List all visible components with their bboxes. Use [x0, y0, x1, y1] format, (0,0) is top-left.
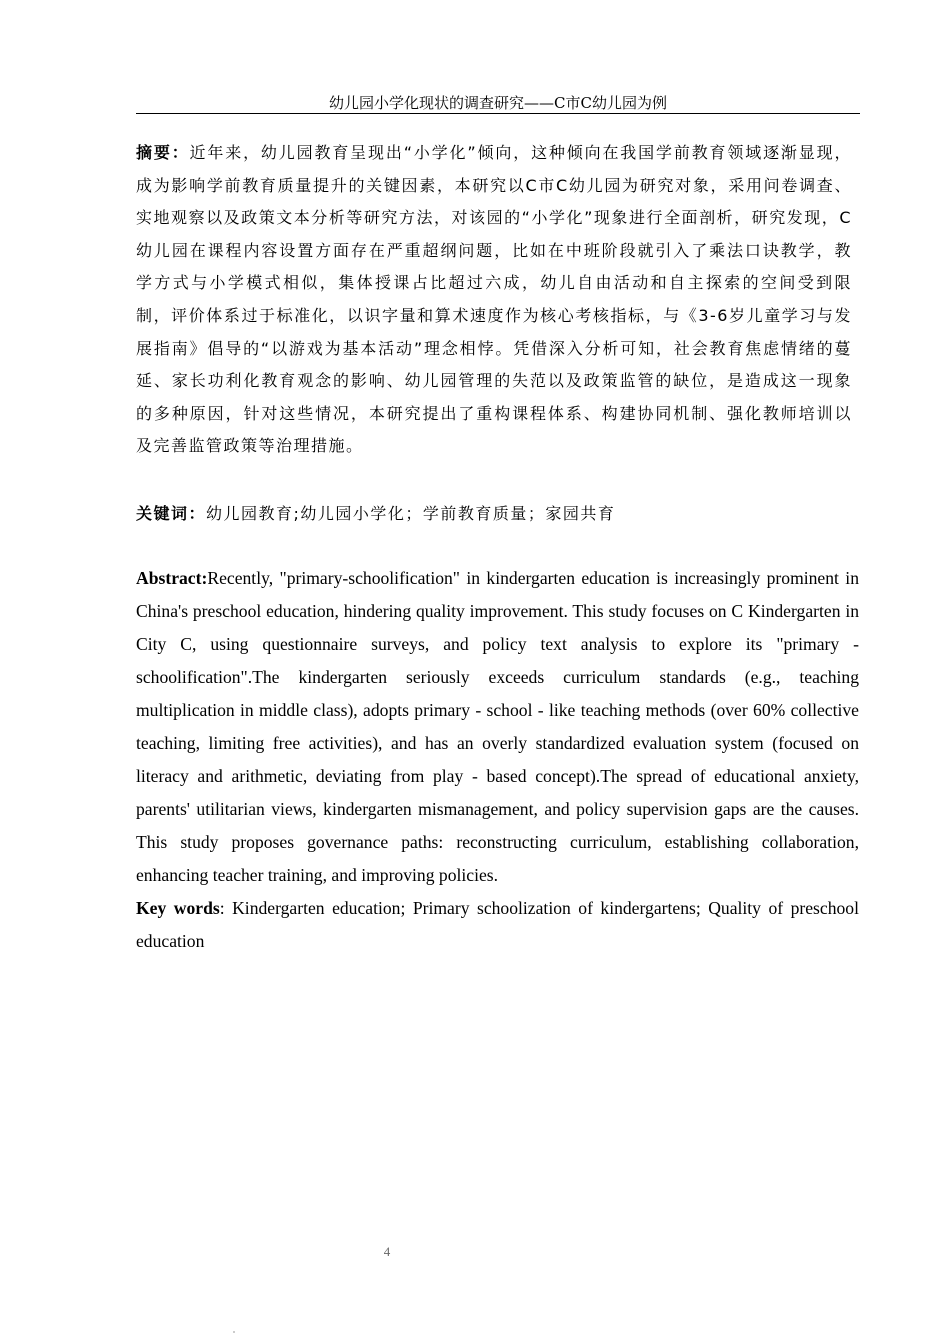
page-header	[136, 93, 860, 114]
page-number: 4	[383, 1244, 391, 1259]
english-abstract-label: Abstract:	[136, 568, 208, 588]
chinese-abstract	[136, 137, 852, 463]
english-keywords	[136, 892, 859, 958]
running-title: 幼儿园小学化现状的调查研究——C市C幼儿园为例	[329, 94, 667, 112]
english-keywords-label: Key words	[136, 898, 220, 918]
chinese-keywords	[136, 498, 852, 530]
english-abstract-text: Recently, "primary-schoolification" in kindergarten education is increasingly prominent in China's preschool education, hindering quality improvement. This study focuses on C Kindergarten in City C, using questionnaire surveys, and policy text analysis to explore its "primary - schoolification".The kindergarten seriously exceeds curriculum standards (e.g., teaching multiplication in middle class), adopts primary - school - like teaching methods (over 60% collective teaching, limiting free activities), and has an overly standardized evaluation system (focused on literacy and arithmetic, deviating from play - based concept).The spread of educational anxiety, parents' utilitarian views, kindergarten mismanagement, and policy supervision gaps are the causes. This study proposes governance paths: reconstructing curriculum, establishing collaboration, enhancing teacher training, and improving policies.	[136, 568, 859, 885]
chinese-keywords-label: 关键词：	[136, 504, 207, 523]
footer-dot	[233, 1331, 235, 1333]
english-keywords-separator: :	[219, 898, 233, 918]
english-keywords-text: Kindergarten education; Primary schoolization of kindergartens; Quality of preschool education	[136, 898, 859, 951]
english-abstract	[136, 562, 859, 892]
chinese-abstract-label: 摘要：	[136, 143, 190, 162]
chinese-keywords-text: 幼儿园教育;幼儿园小学化；学前教育质量；家园共育	[206, 504, 616, 523]
chinese-abstract-text: 近年来，幼儿园教育呈现出“小学化”倾向，这种倾向在我国学前教育领域逐渐显现，成为影响学前教育质量提升的关键因素，本研究以C市C幼儿园为研究对象，采用问卷调查、实地观察以及政策文本分析等研究方法，对该园的“小学化”现象进行全面剖析，研究发现，C幼儿园在课程内容设置方面存在严重超纲问题，比如在中班阶段就引入了乘法口诀教学，教学方式与小学模式相似，集体授课占比超过六成，幼儿自由活动和自主探索的空间受到限制，评价体系过于标准化，以识字量和算术速度作为核心考核指标，与《3-6岁儿童学习与发展指南》倡导的“以游戏为基本活动”理念相悖。凭借深入分析可知，社会教育焦虑情绪的蔓延、家长功利化教育观念的影响、幼儿园管理的失范以及政策监管的缺位，是造成这一现象的多种原因，针对这些情况，本研究提出了重构课程体系、构建协同机制、强化教师培训以及完善监管政策等治理措施。	[136, 143, 852, 456]
